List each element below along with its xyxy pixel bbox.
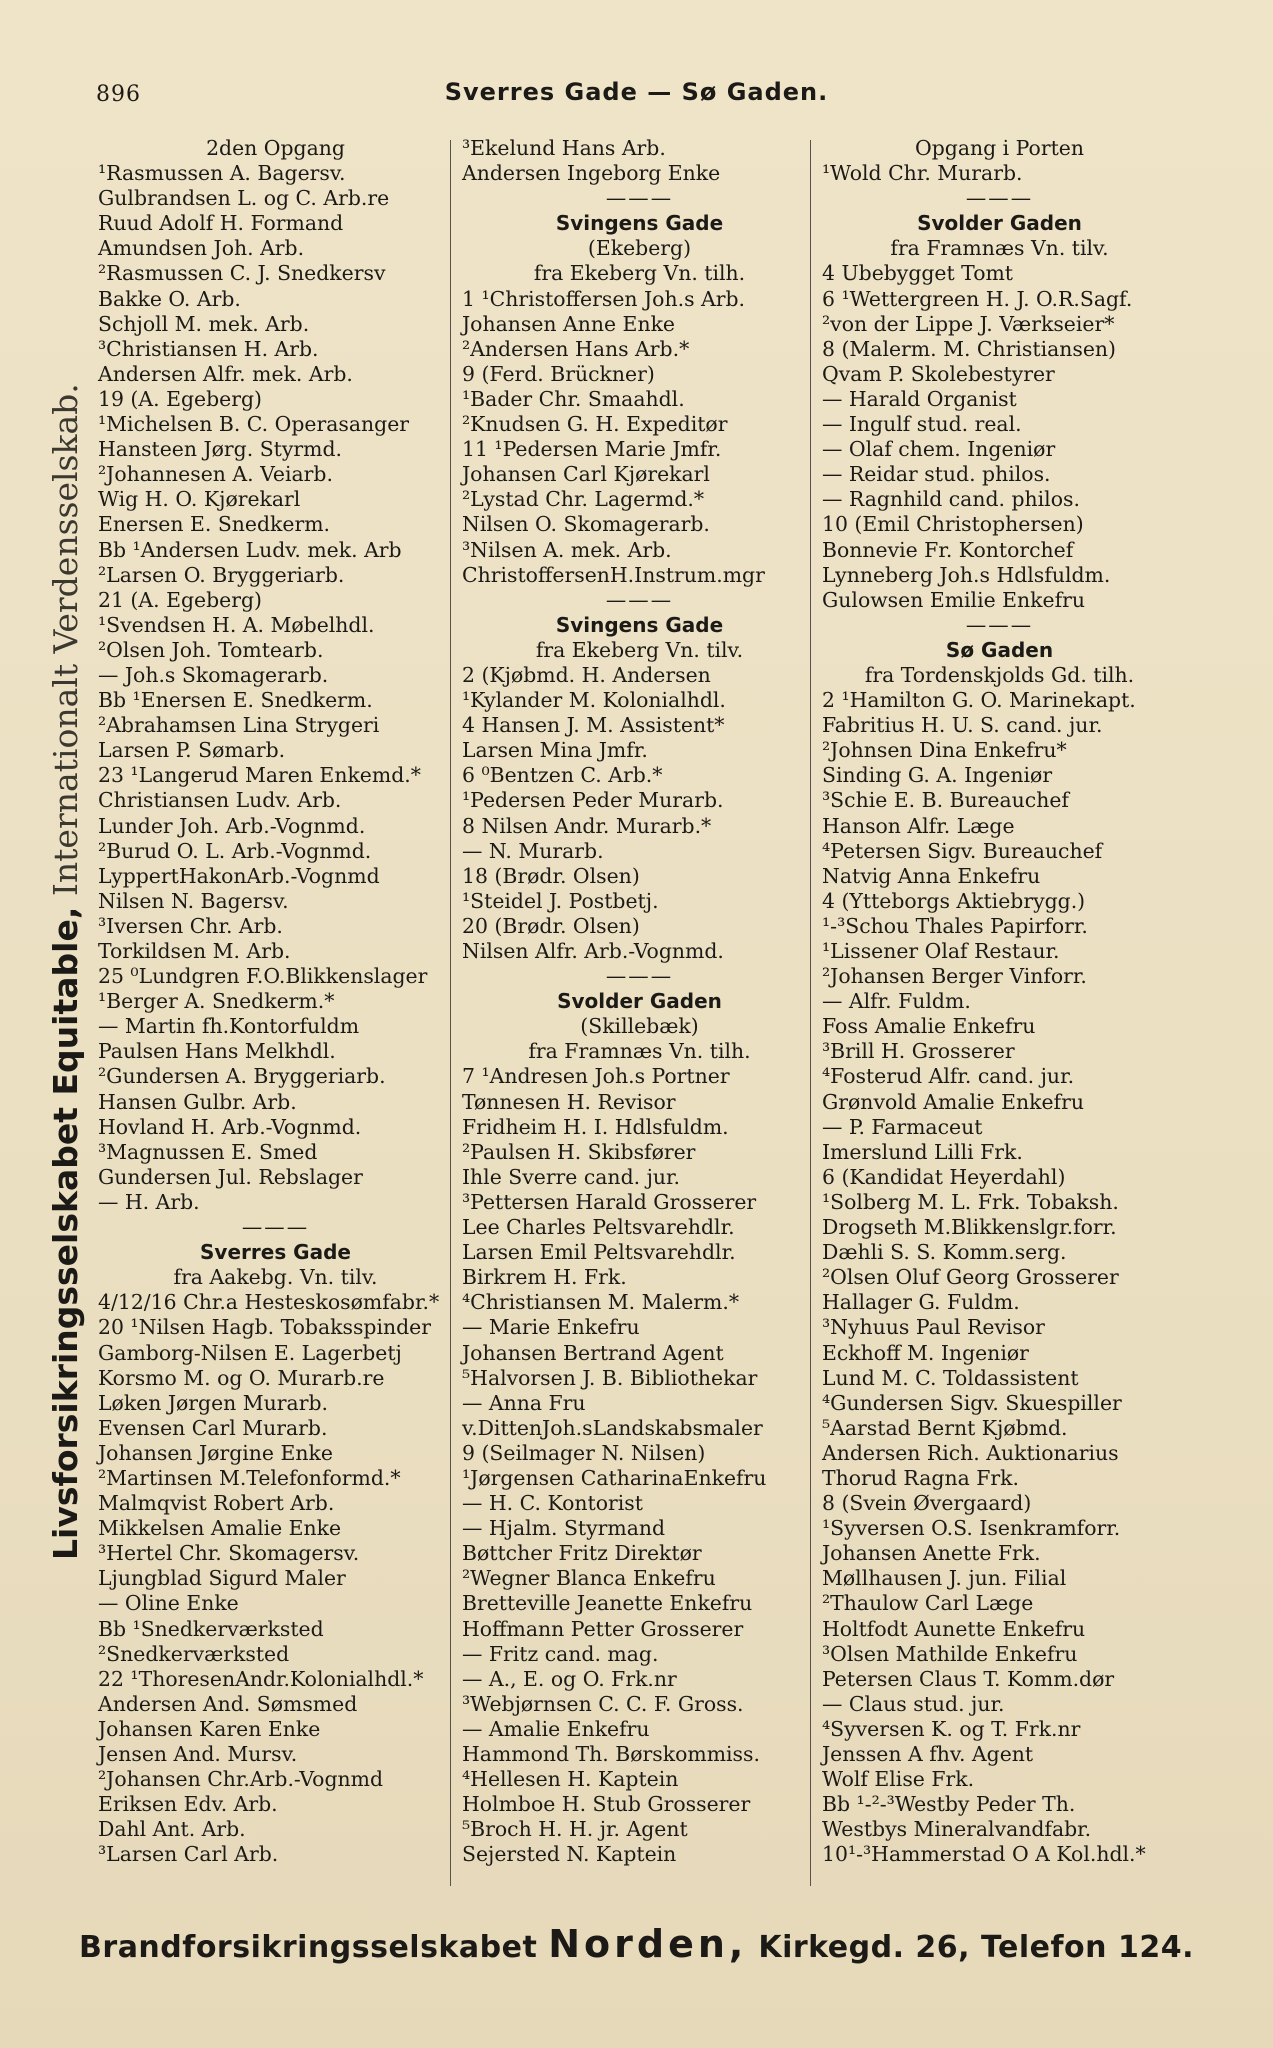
directory-entry: — Oline Enke bbox=[98, 1591, 239, 1616]
directory-entry: Hallager G. Fuldm. bbox=[822, 1290, 1020, 1315]
directory-entry: ¹Kylander M. Kolonialhdl. bbox=[462, 688, 726, 713]
directory-entry: ⁵Halvorsen J. B. Bibliothekar bbox=[462, 1365, 758, 1390]
directory-entry: ¹Michelsen B. C. Operasanger bbox=[98, 412, 410, 437]
directory-entry: ³Webjørnsen C. C. F. Gross. bbox=[462, 1691, 744, 1716]
directory-entry: Christiansen Ludv. Arb. bbox=[98, 788, 342, 813]
directory-entry: LyppertHakonArb.-Vognmd bbox=[98, 863, 380, 888]
direction-note: fra Framnæs Vn. tilv. bbox=[890, 236, 1109, 261]
directory-entry: ¹Syversen O.S. Isenkramforr. bbox=[822, 1516, 1121, 1541]
directory-entry: — Martin fh.Kontorfuldm bbox=[98, 1014, 360, 1039]
directory-entry: ²Rasmussen C. J. Snedkersv bbox=[98, 261, 386, 286]
directory-entry: ¹Wold Chr. Murarb. bbox=[822, 161, 1023, 186]
directory-entry: ³Schie E. B. Bureauchef bbox=[822, 788, 1069, 813]
directory-entry: 20 ¹Nilsen Hagb. Tobaksspinder bbox=[98, 1315, 431, 1340]
directory-entry: ³Christiansen H. Arb. bbox=[98, 336, 319, 361]
directory-entry: 10¹-³Hammerstad O A Kol.hdl.* bbox=[822, 1842, 1146, 1867]
directory-entry: Amundsen Joh. Arb. bbox=[98, 236, 305, 261]
directory-entry: Schjoll M. mek. Arb. bbox=[98, 311, 310, 336]
directory-entry: Tønnesen H. Revisor bbox=[462, 1089, 676, 1114]
directory-entry: ¹Pedersen Peder Murarb. bbox=[462, 788, 724, 813]
directory-entry: — H. Arb. bbox=[98, 1189, 200, 1214]
directory-entry: Bretteville Jeanette Enkefru bbox=[462, 1591, 753, 1616]
section-separator: ——— bbox=[241, 1215, 310, 1240]
directory-entry: Grønvold Amalie Enkefru bbox=[822, 1089, 1084, 1114]
directory-entry: ¹Steidel J. Postbetj. bbox=[462, 888, 659, 913]
directory-entry: 2 (Kjøbmd. H. Andersen bbox=[462, 662, 711, 687]
directory-entry: ¹-³Schou Thales Papirforr. bbox=[822, 913, 1088, 938]
directory-entry: — Alfr. Fuldm. bbox=[822, 989, 971, 1014]
directory-entry: ²Gundersen A. Bryggeriarb. bbox=[98, 1064, 386, 1089]
directory-entry: 4 (Ytteborgs Aktiebrygg.) bbox=[822, 888, 1086, 913]
directory-entry: Paulsen Hans Melkhdl. bbox=[98, 1039, 336, 1064]
directory-entry: Ruud Adolf H. Formand bbox=[98, 211, 344, 236]
directory-entry: Løken Jørgen Murarb. bbox=[98, 1390, 328, 1415]
direction-note: fra Ekeberg Vn. tilv. bbox=[535, 637, 744, 662]
directory-entry: Sinding G. A. Ingeniør bbox=[822, 763, 1053, 788]
directory-entry: ²Lystad Chr. Lagermd.* bbox=[462, 487, 705, 512]
directory-entry: Holtfodt Aunette Enkefru bbox=[822, 1616, 1086, 1641]
directory-entry: Sejersted N. Kaptein bbox=[462, 1842, 677, 1867]
directory-entry: — Amalie Enkefru bbox=[462, 1716, 650, 1741]
directory-entry: Larsen Emil Peltsvarehdlr. bbox=[462, 1240, 736, 1265]
directory-entry: Eckhoff M. Ingeniør bbox=[822, 1340, 1029, 1365]
directory-entry: — Ragnhild cand. philos. bbox=[822, 487, 1080, 512]
directory-entry: Andersen Rich. Auktionarius bbox=[822, 1440, 1119, 1465]
directory-entry: Nilsen O. Skomagerarb. bbox=[462, 512, 710, 537]
running-head: Sverres Gade — Sø Gaden. bbox=[444, 78, 829, 106]
directory-entry: — P. Farmaceut bbox=[822, 1114, 983, 1139]
directory-entry: — Hjalm. Styrmand bbox=[462, 1516, 666, 1541]
directory-entry: Petersen Claus T. Komm.dør bbox=[822, 1666, 1115, 1691]
directory-entry: ²Andersen Hans Arb.* bbox=[462, 336, 690, 361]
directory-entry: ³Ekelund Hans Arb. bbox=[462, 136, 666, 160]
directory-entry: Holmboe H. Stub Grosserer bbox=[462, 1792, 751, 1817]
direction-note: fra Aakebg. Vn. tilv. bbox=[173, 1265, 378, 1290]
directory-entry: ³Brill H. Grosserer bbox=[822, 1039, 1015, 1064]
directory-entry: ²Abrahamsen Lina Strygeri bbox=[98, 713, 380, 738]
directory-entry: Mikkelsen Amalie Enke bbox=[98, 1516, 342, 1541]
directory-entry: Birkrem H. Frk. bbox=[462, 1265, 627, 1290]
direction-note: (Skillebæk) bbox=[580, 1014, 699, 1039]
directory-entry: Andersen Alfr. mek. Arb. bbox=[98, 361, 353, 386]
directory-entry: Nilsen Alfr. Arb.-Vognmd. bbox=[462, 939, 724, 963]
directory-entry: Johansen Carl Kjørekarl bbox=[462, 462, 710, 487]
directory-entry: Bakke O. Arb. bbox=[98, 286, 241, 311]
directory-entry: 2 ¹Hamilton G. O. Marinekapt. bbox=[822, 688, 1136, 713]
directory-entry: ²Burud O. L. Arb.-Vognmd. bbox=[98, 838, 372, 863]
directory-entry: Hansteen Jørg. Styrmd. bbox=[98, 437, 342, 462]
directory-entry: ²Thaulow Carl Læge bbox=[822, 1591, 1034, 1616]
directory-entry: Westbys Mineralvandfabr. bbox=[822, 1817, 1092, 1842]
directory-entry: ²Martinsen M.Telefonformd.* bbox=[98, 1465, 401, 1490]
directory-entry: Evensen Carl Murarb. bbox=[98, 1415, 328, 1440]
directory-entry: Gundersen Jul. Rebslager bbox=[98, 1164, 363, 1189]
directory-entry: ²Johnsen Dina Enkefru* bbox=[822, 738, 1067, 763]
street-heading: Svingens Gade bbox=[555, 211, 724, 236]
directory-entry: ChristoffersenH.Instrum.mgr bbox=[462, 562, 765, 587]
directory-entry: Enersen E. Snedkerm. bbox=[98, 512, 331, 537]
directory-entry: ¹Bader Chr. Smaahdl. bbox=[462, 386, 685, 411]
directory-entry: — Fritz cand. mag. bbox=[462, 1641, 659, 1666]
street-heading: Sø Gaden bbox=[945, 637, 1054, 662]
directory-entry: Qvam P. Skolebestyrer bbox=[822, 361, 1055, 386]
side-ad-text bbox=[46, 160, 85, 1560]
directory-entry: Andersen And. Sømsmed bbox=[98, 1691, 358, 1716]
directory-entry: Korsmo M. og O. Murarb.re bbox=[98, 1365, 385, 1390]
directory-entry: 18 (Brødr. Olsen) bbox=[462, 863, 640, 888]
directory-entry: 6 ¹Wettergreen H. J. O.R.Sagf. bbox=[822, 286, 1133, 311]
section-heading: 2den Opgang bbox=[206, 136, 345, 160]
directory-entry: 23 ¹Langerud Maren Enkemd.* bbox=[98, 763, 421, 788]
directory-entry: ¹Svendsen H. A. Møbelhdl. bbox=[98, 612, 375, 637]
directory-entry: ²Olsen Oluf Georg Grosserer bbox=[822, 1265, 1119, 1290]
directory-entry: ⁵Broch H. H. jr. Agent bbox=[462, 1817, 688, 1842]
directory-entry: Natvig Anna Enkefru bbox=[822, 863, 1041, 888]
directory-entry: ³Iversen Chr. Arb. bbox=[98, 913, 283, 938]
directory-entry: Drogseth M.Blikkenslgr.forr. bbox=[822, 1215, 1117, 1240]
directory-entry: ⁴Christiansen M. Malerm.* bbox=[462, 1290, 740, 1315]
directory-entry: Jensen And. Mursv. bbox=[98, 1742, 298, 1766]
directory-entry: Nilsen N. Bagersv. bbox=[98, 888, 289, 913]
side-ad-tagline: Internationalt Verdensselskab. bbox=[46, 383, 85, 897]
directory-entry: Johansen Karen Enke bbox=[98, 1716, 321, 1741]
section-separator: ——— bbox=[605, 186, 674, 211]
directory-entry: Dæhli S. S. Komm.serg. bbox=[822, 1240, 1067, 1265]
directory-entry: 4 Hansen J. M. Assistent* bbox=[462, 713, 725, 738]
directory-entry: ²von der Lippe J. Værkseier* bbox=[822, 311, 1115, 336]
directory-entry: Johansen Anette Frk. bbox=[822, 1541, 1041, 1566]
directory-entry: ¹Lissener Olaf Restaur. bbox=[822, 939, 1060, 963]
directory-entry: ²Snedkerværksted bbox=[98, 1641, 290, 1666]
side-advertisement bbox=[18, 160, 85, 1560]
directory-entry: Bb ¹-²-³Westby Peder Th. bbox=[822, 1792, 1076, 1817]
directory-entry: Larsen Mina Jmfr. bbox=[462, 738, 648, 763]
directory-entry: 10 (Emil Christophersen) bbox=[822, 512, 1084, 537]
directory-entry: — Ingulf stud. real. bbox=[822, 412, 1022, 437]
directory-entry: ³Hertel Chr. Skomagersv. bbox=[98, 1541, 360, 1566]
directory-entry: — Marie Enkefru bbox=[462, 1315, 640, 1340]
directory-entry: Lynneberg Joh.s Hdlsfuldm. bbox=[822, 562, 1111, 587]
side-ad-company: Livsforsikringsselskabet Equitable, bbox=[46, 906, 85, 1560]
directory-entry: Ihle Sverre cand. jur. bbox=[462, 1164, 681, 1189]
directory-entry: 19 (A. Egeberg) bbox=[98, 386, 262, 411]
directory-entry: v.DittenJoh.sLandskabsmaler bbox=[462, 1415, 763, 1440]
directory-entry: 22 ¹ThoresenAndr.Kolonialhdl.* bbox=[98, 1666, 424, 1691]
directory-entry: 11 ¹Pedersen Marie Jmfr. bbox=[462, 437, 722, 462]
directory-entry: ²Larsen O. Bryggeriarb. bbox=[98, 562, 345, 587]
directory-entry: ⁴Gundersen Sigv. Skuespiller bbox=[822, 1390, 1122, 1415]
direction-note: (Ekeberg) bbox=[587, 236, 692, 261]
directory-entry: Andersen Ingeborg Enke bbox=[462, 161, 721, 186]
directory-entry: ³Magnussen E. Smed bbox=[98, 1139, 318, 1164]
directory-entry: Hovland H. Arb.-Vognmd. bbox=[98, 1114, 362, 1139]
directory-entry: Gulowsen Emilie Enkefru bbox=[822, 587, 1086, 612]
column-2 bbox=[462, 136, 817, 1867]
section-heading: Opgang i Porten bbox=[915, 136, 1084, 160]
directory-entry: ¹Berger A. Snedkerm.* bbox=[98, 989, 335, 1014]
directory-entry: Fabritius H. U. S. cand. jur. bbox=[822, 713, 1103, 738]
direction-note: fra Framnæs Vn. tilh. bbox=[528, 1039, 751, 1064]
directory-entry: Hoffmann Petter Grosserer bbox=[462, 1616, 744, 1641]
directory-entry: 4 Ubebygget Tomt bbox=[822, 261, 1014, 286]
directory-entry: ³Olsen Mathilde Enkefru bbox=[822, 1641, 1078, 1666]
directory-entry: Bøttcher Fritz Direktør bbox=[462, 1541, 702, 1566]
directory-entry: Eriksen Edv. Arb. bbox=[98, 1792, 278, 1817]
directory-entry: Ljungblad Sigurd Maler bbox=[98, 1566, 346, 1591]
directory-entry: Johansen Jørgine Enke bbox=[98, 1440, 333, 1465]
directory-entry: 8 (Malerm. M. Christiansen) bbox=[822, 336, 1117, 361]
directory-entry: Lunder Joh. Arb.-Vognmd. bbox=[98, 813, 366, 838]
directory-entry: 8 Nilsen Andr. Murarb.* bbox=[462, 813, 712, 838]
directory-entry: ⁴Hellesen H. Kaptein bbox=[462, 1767, 679, 1792]
directory-entry: — Reidar stud. philos. bbox=[822, 462, 1051, 487]
directory-entry: Larsen P. Sømarb. bbox=[98, 738, 286, 763]
directory-entry: Hansen Gulbr. Arb. bbox=[98, 1089, 297, 1114]
directory-entry: 8 (Svein Øvergaard) bbox=[822, 1491, 1032, 1516]
directory-entry: 4/12/16 Chr.a Hesteskosømfabr.* bbox=[98, 1290, 440, 1315]
directory-entry: Lund M. C. Toldassistent bbox=[822, 1365, 1079, 1390]
column-1 bbox=[98, 136, 453, 1867]
directory-entry: ¹Solberg M. L. Frk. Tobaksh. bbox=[822, 1189, 1119, 1214]
directory-entry: Thorud Ragna Frk. bbox=[822, 1465, 1019, 1490]
directory-entry: ⁴Syversen K. og T. Frk.nr bbox=[822, 1716, 1081, 1741]
directory-entry: — Joh.s Skomagerarb. bbox=[98, 662, 329, 687]
directory-entry: 1 ¹Christoffersen Joh.s Arb. bbox=[462, 286, 746, 311]
directory-entry: Gulbrandsen L. og C. Arb.re bbox=[98, 186, 390, 211]
directory-entry: 9 (Ferd. Brückner) bbox=[462, 361, 655, 386]
footer-company: Brandforsikringsselskabet bbox=[79, 1930, 538, 1965]
directory-entry: — H. C. Kontorist bbox=[462, 1491, 643, 1516]
footer-address: Kirkegd. 26, Telefon 124. bbox=[758, 1930, 1194, 1965]
directory-entry: Dahl Ant. Arb. bbox=[98, 1817, 246, 1842]
directory-entry: Lee Charles Peltsvarehdlr. bbox=[462, 1215, 735, 1240]
street-heading: Sverres Gade bbox=[200, 1240, 351, 1265]
directory-entry: ³Nyhuus Paul Revisor bbox=[822, 1315, 1045, 1340]
directory-entry: ⁵Aarstad Bernt Kjøbmd. bbox=[822, 1415, 1068, 1440]
directory-entry: Foss Amalie Enkefru bbox=[822, 1014, 1036, 1039]
section-separator: ——— bbox=[965, 186, 1034, 211]
direction-note: fra Ekeberg Vn. tilh. bbox=[533, 261, 746, 286]
directory-entry: — Harald Organist bbox=[822, 386, 1017, 411]
directory-entry: 21 (A. Egeberg) bbox=[98, 587, 262, 612]
directory-entry: 6 ⁰Bentzen C. Arb.* bbox=[462, 763, 663, 788]
directory-entry: Bb ¹Snedkerværksted bbox=[98, 1616, 324, 1641]
directory-entry: Bb ¹Enersen E. Snedkerm. bbox=[98, 688, 373, 713]
directory-entry: — Anna Fru bbox=[462, 1390, 586, 1415]
section-separator: ——— bbox=[605, 964, 674, 989]
directory-entry: 25 ⁰Lundgren F.O.Blikkenslager bbox=[98, 964, 428, 989]
street-heading: Svolder Gaden bbox=[917, 211, 1082, 236]
directory-entry: ⁴Fosterud Alfr. cand. jur. bbox=[822, 1064, 1075, 1089]
directory-entry: Johansen Anne Enke bbox=[462, 311, 675, 336]
directory-entry: Bb ¹Andersen Ludv. mek. Arb bbox=[98, 537, 402, 562]
directory-entry: Malmqvist Robert Arb. bbox=[98, 1491, 335, 1516]
page-number: 896 bbox=[96, 82, 141, 107]
directory-entry: ²Paulsen H. Skibsfører bbox=[462, 1139, 696, 1164]
directory-entry: ²Wegner Blanca Enkefru bbox=[462, 1566, 716, 1591]
street-heading: Svolder Gaden bbox=[557, 989, 722, 1014]
street-heading: Svingens Gade bbox=[555, 612, 724, 637]
directory-entry: ⁴Petersen Sigv. Bureauchef bbox=[822, 838, 1103, 863]
footer-advertisement bbox=[0, 1922, 1273, 1966]
directory-entry: ¹Rasmussen A. Bagersv. bbox=[98, 161, 346, 186]
directory-entry: ³Nilsen A. mek. Arb. bbox=[462, 537, 672, 562]
directory-entry: ²Olsen Joh. Tomtearb. bbox=[98, 637, 324, 662]
directory-entry: ²Knudsen G. H. Expeditør bbox=[462, 412, 728, 437]
directory-entry: Torkildsen M. Arb. bbox=[98, 939, 291, 963]
directory-entry: Jenssen A fhv. Agent bbox=[822, 1742, 1034, 1766]
directory-entry: Wig H. O. Kjørekarl bbox=[98, 487, 301, 512]
directory-entry: Møllhausen J. jun. Filial bbox=[822, 1566, 1067, 1591]
directory-entry: Imerslund Lilli Frk. bbox=[822, 1139, 1023, 1164]
directory-entry: Hammond Th. Børskommiss. bbox=[462, 1742, 760, 1766]
directory-entry: Bonnevie Fr. Kontorchef bbox=[822, 537, 1074, 562]
directory-entry: — Olaf chem. Ingeniør bbox=[822, 437, 1056, 462]
section-separator: ——— bbox=[965, 612, 1034, 637]
directory-entry: 20 (Brødr. Olsen) bbox=[462, 913, 640, 938]
directory-entry: — N. Murarb. bbox=[462, 838, 604, 863]
directory-entry: 6 (Kandidat Heyerdahl) bbox=[822, 1164, 1066, 1189]
directory-entry: ²Johansen Chr.Arb.-Vognmd bbox=[98, 1767, 384, 1792]
directory-entry: 9 (Seilmager N. Nilsen) bbox=[462, 1440, 706, 1465]
section-separator: ——— bbox=[605, 587, 674, 612]
column-3 bbox=[822, 136, 1177, 1867]
directory-entry: Hanson Alfr. Læge bbox=[822, 813, 1015, 838]
directory-entry: Fridheim H. I. Hdlsfuldm. bbox=[462, 1114, 729, 1139]
directory-entry: — Claus stud. jur. bbox=[822, 1691, 1005, 1716]
directory-entry: ²Johannesen A. Veiarb. bbox=[98, 462, 333, 487]
directory-entry: Johansen Bertrand Agent bbox=[462, 1340, 724, 1365]
directory-entry: ²Johansen Berger Vinforr. bbox=[822, 964, 1087, 989]
directory-entry: — A., E. og O. Frk.nr bbox=[462, 1666, 677, 1691]
directory-entry: Gamborg-Nilsen E. Lagerbetj bbox=[98, 1340, 402, 1365]
direction-note: fra Tordenskjolds Gd. tilh. bbox=[864, 662, 1135, 687]
directory-entry: ³Larsen Carl Arb. bbox=[98, 1842, 279, 1867]
footer-name: Norden, bbox=[548, 1922, 748, 1966]
page-header bbox=[0, 78, 1273, 118]
directory-entry: Wolf Elise Frk. bbox=[822, 1767, 975, 1792]
directory-entry: ¹Jørgensen CatharinaEnkefru bbox=[462, 1465, 767, 1490]
directory-entry: ³Pettersen Harald Grosserer bbox=[462, 1189, 757, 1214]
directory-entry: 7 ¹Andresen Joh.s Portner bbox=[462, 1064, 730, 1089]
